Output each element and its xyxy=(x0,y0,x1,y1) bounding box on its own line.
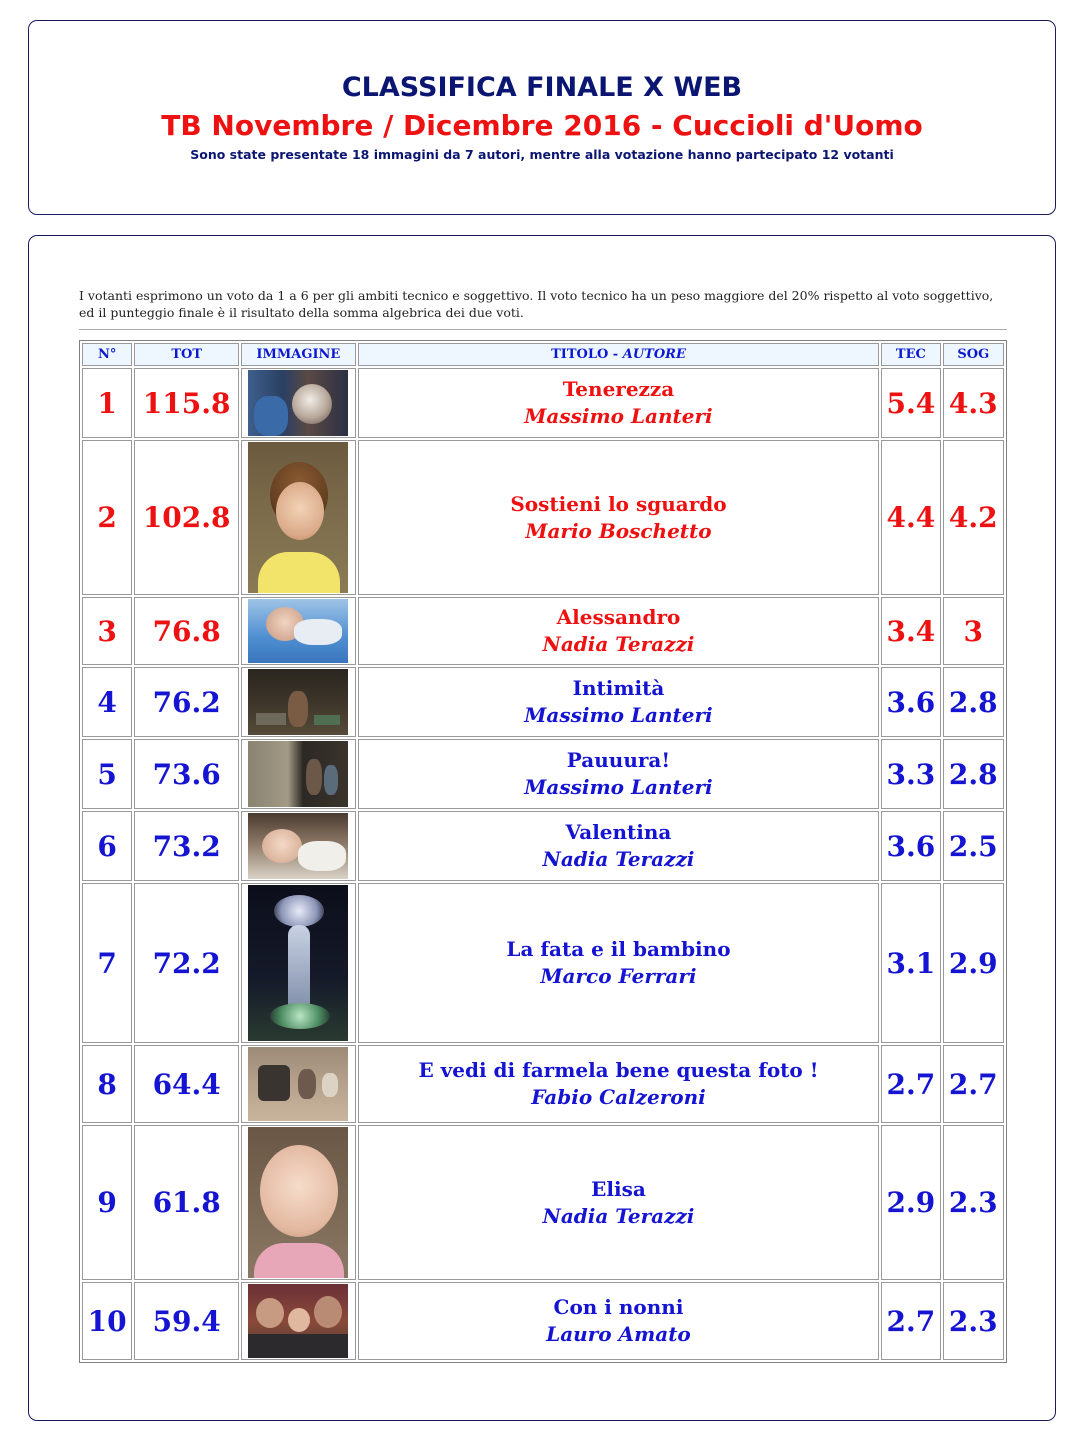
total-cell: 76.2 xyxy=(134,667,239,737)
table-row xyxy=(82,440,1004,595)
total-cell: 102.8 xyxy=(134,440,239,595)
table-row xyxy=(82,883,1004,1043)
title-cell xyxy=(358,883,879,1043)
total-cell: 64.4 xyxy=(134,1045,239,1123)
smiling-toddler-photo[interactable] xyxy=(248,1127,348,1278)
image-cell xyxy=(241,811,356,881)
image-cell xyxy=(241,1045,356,1123)
total-cell: 59.4 xyxy=(134,1282,239,1360)
total-cell: 73.6 xyxy=(134,739,239,809)
image-cell xyxy=(241,440,356,595)
hut-interior-photo[interactable] xyxy=(248,669,348,735)
sog-cell: 3 xyxy=(943,597,1004,665)
title-cell xyxy=(358,811,879,881)
divider xyxy=(79,329,1007,330)
table-row xyxy=(82,1282,1004,1360)
total-cell: 72.2 xyxy=(134,883,239,1043)
tec-cell: 2.7 xyxy=(881,1282,940,1360)
photo-author: Massimo Lanteri xyxy=(524,404,713,428)
column-header-title xyxy=(358,343,879,366)
rank-cell: 2 xyxy=(82,440,132,595)
tec-cell: 5.4 xyxy=(881,368,940,438)
tec-cell: 4.4 xyxy=(881,440,940,595)
rank-cell: 9 xyxy=(82,1125,132,1280)
column-header-num: N° xyxy=(82,343,132,366)
total-cell: 76.8 xyxy=(134,597,239,665)
title-cell xyxy=(358,1045,879,1123)
sog-cell: 2.8 xyxy=(943,739,1004,809)
image-cell xyxy=(241,368,356,438)
photo-title: Alessandro xyxy=(556,605,681,629)
rank-cell: 7 xyxy=(82,883,132,1043)
sog-cell: 4.2 xyxy=(943,440,1004,595)
table-row xyxy=(82,811,1004,881)
rank-cell: 6 xyxy=(82,811,132,881)
column-header-tot: TOT xyxy=(134,343,239,366)
sog-cell: 2.3 xyxy=(943,1125,1004,1280)
table-row xyxy=(82,1125,1004,1280)
tec-cell: 3.6 xyxy=(881,811,940,881)
sog-cell: 2.9 xyxy=(943,883,1004,1043)
image-cell xyxy=(241,667,356,737)
photo-author: Massimo Lanteri xyxy=(524,703,713,727)
rank-cell: 1 xyxy=(82,368,132,438)
photo-title: Elisa xyxy=(591,1176,646,1201)
table-header-row xyxy=(82,343,1004,366)
title-cell xyxy=(358,739,879,809)
total-cell: 115.8 xyxy=(134,368,239,438)
title-cell xyxy=(358,440,879,595)
total-cell: 61.8 xyxy=(134,1125,239,1280)
table-row xyxy=(82,368,1004,438)
image-cell xyxy=(241,597,356,665)
header-panel xyxy=(28,20,1056,215)
ranking-table xyxy=(79,340,1007,1363)
baby-face-photo[interactable] xyxy=(248,370,348,436)
photo-author: Nadia Terazzi xyxy=(542,632,695,656)
column-header-title-label: TITOLO - xyxy=(551,347,623,362)
photo-author: Nadia Terazzi xyxy=(542,1203,695,1228)
table-row xyxy=(82,739,1004,809)
table-row xyxy=(82,1045,1004,1123)
page-title: CLASSIFICA FINALE X WEB xyxy=(341,72,743,103)
photo-title: E vedi di farmela bene questa foto ! xyxy=(418,1058,819,1082)
voting-explanation: I votanti esprimono un voto da 1 a 6 per gli ambiti tecnico e soggettivo. Il voto tecnico ha un peso maggiore del 20% rispetto al voto soggettivo, ed il punteggio finale è il risultato della somma algebrica dei due voti. xyxy=(79,288,994,320)
title-cell xyxy=(358,667,879,737)
photo-author: Nadia Terazzi xyxy=(542,847,695,871)
column-header-image: IMMAGINE xyxy=(241,343,356,366)
column-header-sog: SOG xyxy=(943,343,1004,366)
fairy-statue-night-photo[interactable] xyxy=(248,885,348,1041)
title-cell xyxy=(358,368,879,438)
photo-title: Intimità xyxy=(572,676,665,700)
contest-summary: Sono state presentate 18 immagini da 7 autori, mentre alla votazione hanno partecipato 12 votanti xyxy=(190,147,894,162)
rank-cell: 4 xyxy=(82,667,132,737)
photo-author: Marco Ferrari xyxy=(540,964,697,988)
photo-author: Lauro Amato xyxy=(546,1322,691,1346)
title-cell xyxy=(358,597,879,665)
tec-cell: 3.1 xyxy=(881,883,940,1043)
contest-subtitle: TB Novembre / Dicembre 2016 - Cuccioli d'Uomo xyxy=(161,109,923,142)
tec-cell: 2.7 xyxy=(881,1045,940,1123)
tec-cell: 3.3 xyxy=(881,739,940,809)
tec-cell: 2.9 xyxy=(881,1125,940,1280)
table-row xyxy=(82,667,1004,737)
stroller-street-photo[interactable] xyxy=(248,1047,348,1121)
photo-title: Pauuura! xyxy=(566,748,671,772)
photo-title: Sostieni lo sguardo xyxy=(510,491,727,516)
sog-cell: 4.3 xyxy=(943,368,1004,438)
photo-author: Mario Boschetto xyxy=(525,518,712,543)
tec-cell: 3.6 xyxy=(881,667,940,737)
rank-cell: 8 xyxy=(82,1045,132,1123)
image-cell xyxy=(241,1125,356,1280)
column-header-tec: TEC xyxy=(881,343,940,366)
photo-title: Tenerezza xyxy=(562,377,675,401)
children-doorway-photo[interactable] xyxy=(248,741,348,807)
tec-cell: 3.4 xyxy=(881,597,940,665)
rank-cell: 5 xyxy=(82,739,132,809)
grandparents-photo[interactable] xyxy=(248,1284,348,1358)
rank-cell: 10 xyxy=(82,1282,132,1360)
sog-cell: 2.8 xyxy=(943,667,1004,737)
sog-cell: 2.7 xyxy=(943,1045,1004,1123)
photo-title: Con i nonni xyxy=(553,1295,684,1319)
newborn-blanket-photo[interactable] xyxy=(248,599,348,663)
photo-author: Fabio Calzeroni xyxy=(531,1085,706,1109)
image-cell xyxy=(241,739,356,809)
photo-title: La fata e il bambino xyxy=(506,937,731,961)
rank-cell: 3 xyxy=(82,597,132,665)
photo-author: Massimo Lanteri xyxy=(524,775,713,799)
title-cell xyxy=(358,1282,879,1360)
sog-cell: 2.3 xyxy=(943,1282,1004,1360)
column-header-author-label: AUTORE xyxy=(622,347,686,362)
title-cell xyxy=(358,1125,879,1280)
girl-portrait-photo[interactable] xyxy=(248,442,348,593)
sog-cell: 2.5 xyxy=(943,811,1004,881)
image-cell xyxy=(241,883,356,1043)
photo-title: Valentina xyxy=(565,820,672,844)
image-cell xyxy=(241,1282,356,1360)
total-cell: 73.2 xyxy=(134,811,239,881)
table-row xyxy=(82,597,1004,665)
sleeping-baby-photo[interactable] xyxy=(248,813,348,879)
ranking-panel xyxy=(28,235,1056,1421)
